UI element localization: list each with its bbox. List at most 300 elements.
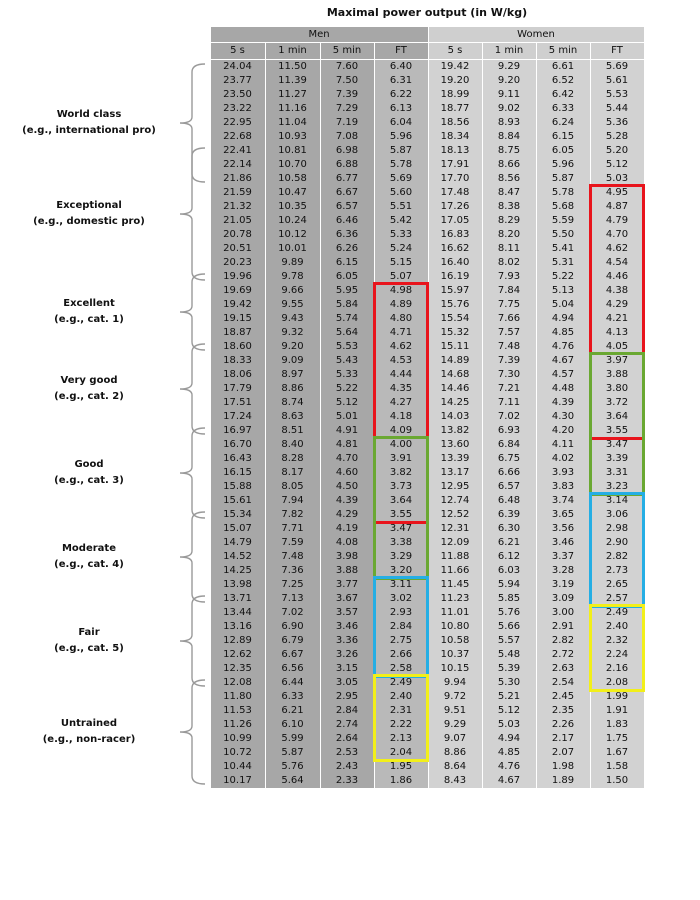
- table-cell: 18.87: [223, 327, 252, 338]
- table-cell: 17.70: [440, 173, 470, 184]
- table-cell: 11.04: [278, 117, 307, 128]
- table-cell: 4.76: [497, 761, 521, 772]
- table-cell: 22.41: [223, 145, 252, 156]
- table-cell: 10.72: [223, 747, 252, 758]
- table-cell: 7.29: [335, 103, 359, 114]
- table-cell: 6.21: [281, 705, 304, 716]
- table-cell: 5.87: [551, 173, 575, 184]
- table-cell: 2.26: [551, 719, 575, 730]
- table-cell: 6.33: [551, 103, 575, 114]
- header-bottom-divider: [210, 59, 644, 60]
- table-cell: 6.84: [497, 439, 521, 450]
- table-cell: 9.07: [443, 733, 467, 744]
- table-cell: 5.53: [605, 89, 629, 100]
- table-cell: 9.94: [443, 677, 467, 688]
- table-cell: 6.57: [497, 481, 521, 492]
- table-cell: 13.16: [223, 621, 252, 632]
- table-cell: 7.60: [335, 61, 359, 72]
- table-cell: 8.51: [281, 425, 304, 436]
- table-cell: 9.89: [281, 257, 304, 268]
- table-cell: 7.59: [281, 537, 304, 548]
- table-cell: 8.74: [281, 397, 304, 408]
- table-cell: 4.62: [605, 243, 629, 254]
- col-header-men-1min: 1 min: [265, 43, 320, 59]
- table-cell: 17.24: [223, 411, 252, 422]
- table-cell: 14.79: [223, 537, 252, 548]
- table-cell: 4.60: [335, 467, 359, 478]
- table-cell: 17.26: [440, 201, 470, 212]
- table-cell: 14.25: [440, 397, 470, 408]
- table-cell: 4.94: [497, 733, 521, 744]
- table-cell: 4.18: [389, 411, 413, 422]
- table-cell: 13.98: [223, 579, 252, 590]
- table-cell: 2.54: [551, 677, 575, 688]
- category-label-good: Good (e.g., cat. 3): [54, 459, 124, 486]
- table-cell: 5.24: [389, 243, 413, 254]
- table-cell: 3.36: [335, 635, 359, 646]
- table-cell: 2.33: [335, 775, 359, 786]
- table-cell: 8.97: [281, 369, 304, 380]
- table-cell: 6.15: [551, 131, 575, 142]
- table-cell: 2.22: [389, 719, 413, 730]
- category-brace: [180, 148, 205, 280]
- table-cell: 2.17: [551, 733, 575, 744]
- table-cell: 5.42: [389, 215, 413, 226]
- table-cell: 8.17: [281, 467, 304, 478]
- table-cell: 3.97: [605, 355, 629, 366]
- women-group-header: Women: [428, 27, 644, 43]
- table-cell: 12.08: [223, 677, 252, 688]
- col-header-men-5min: 5 min: [320, 43, 374, 59]
- table-cell: 13.71: [223, 593, 252, 604]
- table-cell: 3.93: [551, 467, 575, 478]
- table-cell: 17.91: [440, 159, 470, 170]
- table-cell: 15.54: [440, 313, 470, 324]
- table-cell: 3.06: [605, 509, 629, 520]
- table-cell: 6.40: [389, 61, 413, 72]
- table-cell: 6.13: [389, 103, 413, 114]
- table-cell: 7.66: [497, 313, 521, 324]
- table-cell: 5.31: [551, 257, 575, 268]
- table-cell: 7.93: [497, 271, 521, 282]
- col-header-men-ft: FT: [374, 43, 428, 59]
- table-cell: 19.20: [440, 75, 470, 86]
- table-cell: 17.48: [440, 187, 470, 198]
- table-cell: 6.22: [389, 89, 413, 100]
- table-cell: 2.16: [605, 663, 629, 674]
- table-cell: 1.75: [605, 733, 629, 744]
- table-cell: 2.93: [389, 607, 413, 618]
- table-cell: 2.63: [551, 663, 575, 674]
- table-cell: 7.48: [281, 551, 304, 562]
- table-cell: 4.27: [389, 397, 413, 408]
- table-cell: 6.30: [497, 523, 521, 534]
- table-cell: 5.87: [281, 747, 304, 758]
- table-cell: 12.74: [440, 495, 470, 506]
- table-cell: 4.20: [551, 425, 575, 436]
- table-cell: 5.28: [605, 131, 629, 142]
- table-cell: 3.88: [335, 565, 359, 576]
- table-cell: 22.68: [223, 131, 252, 142]
- table-cell: 13.44: [223, 607, 252, 618]
- table-cell: 2.57: [605, 593, 629, 604]
- table-cell: 1.91: [605, 705, 629, 716]
- table-cell: 4.80: [389, 313, 413, 324]
- table-cell: 5.99: [281, 733, 304, 744]
- table-cell: 5.96: [551, 159, 575, 170]
- table-cell: 6.05: [335, 271, 359, 282]
- table-cell: 7.19: [335, 117, 359, 128]
- table-cell: 4.09: [389, 425, 413, 436]
- col-header-women-ft: FT: [590, 43, 644, 59]
- table-cell: 18.34: [440, 131, 470, 142]
- table-cell: 3.73: [389, 481, 413, 492]
- table-cell: 5.69: [605, 61, 629, 72]
- table-cell: 16.19: [440, 271, 470, 282]
- table-cell: 5.15: [389, 257, 413, 268]
- table-cell: 5.33: [389, 229, 413, 240]
- category-label-moderate: Moderate (e.g., cat. 4): [54, 543, 124, 570]
- table-cell: 11.16: [278, 103, 307, 114]
- table-cell: 4.70: [335, 453, 359, 464]
- table-cell: 3.19: [551, 579, 575, 590]
- table-cell: 3.31: [605, 467, 629, 478]
- table-cell: 6.67: [335, 187, 359, 198]
- table-cell: 9.20: [497, 75, 521, 86]
- table-cell: 6.03: [497, 565, 521, 576]
- table-cell: 12.09: [440, 537, 470, 548]
- table-cell: 2.74: [335, 719, 359, 730]
- table-cell: 4.67: [497, 775, 521, 786]
- table-cell: 23.22: [223, 103, 252, 114]
- table-cell: 4.05: [605, 341, 629, 352]
- women-ft-blue-highlight: [589, 492, 645, 608]
- table-cell: 11.27: [278, 89, 307, 100]
- table-cell: 2.75: [389, 635, 413, 646]
- column-divider: [536, 43, 537, 788]
- table-cell: 3.15: [335, 663, 359, 674]
- table-cell: 11.50: [278, 61, 307, 72]
- table-cell: 24.04: [223, 61, 252, 72]
- col-header-women-1min: 1 min: [482, 43, 536, 59]
- table-cell: 3.23: [605, 481, 629, 492]
- men-ft-blue-highlight: [373, 576, 429, 678]
- table-cell: 4.29: [335, 509, 359, 520]
- table-cell: 4.62: [389, 341, 413, 352]
- table-cell: 6.56: [281, 663, 304, 674]
- table-cell: 2.82: [605, 551, 629, 562]
- table-cell: 20.51: [223, 243, 252, 254]
- table-cell: 3.11: [389, 579, 413, 590]
- col-header-men-5s: 5 s: [210, 43, 265, 59]
- table-cell: 5.64: [335, 327, 359, 338]
- table-cell: 5.84: [335, 299, 359, 310]
- table-cell: 8.38: [497, 201, 521, 212]
- table-cell: 8.02: [497, 257, 521, 268]
- table-cell: 5.87: [389, 145, 413, 156]
- table-cell: 7.25: [281, 579, 304, 590]
- col-header-women-5min: 5 min: [536, 43, 590, 59]
- table-cell: 19.42: [223, 299, 252, 310]
- table-title: Maximal power output (in W/kg): [326, 6, 528, 19]
- table-cell: 5.22: [335, 383, 359, 394]
- table-cell: 5.22: [551, 271, 575, 282]
- table-cell: 6.42: [551, 89, 575, 100]
- table-cell: 6.33: [281, 691, 304, 702]
- table-cell: 6.46: [335, 215, 359, 226]
- table-cell: 4.94: [551, 313, 575, 324]
- table-cell: 4.81: [335, 439, 359, 450]
- table-cell: 3.55: [605, 425, 629, 436]
- table-cell: 7.82: [281, 509, 304, 520]
- table-cell: 6.15: [335, 257, 359, 268]
- table-cell: 3.88: [605, 369, 629, 380]
- table-cell: 16.15: [223, 467, 252, 478]
- table-cell: 3.64: [605, 411, 629, 422]
- table-cell: 5.61: [605, 75, 629, 86]
- table-cell: 3.77: [335, 579, 359, 590]
- table-cell: 6.57: [335, 201, 359, 212]
- table-cell: 18.99: [440, 89, 470, 100]
- table-cell: 7.36: [281, 565, 304, 576]
- table-cell: 14.52: [223, 551, 252, 562]
- category-brace: [180, 680, 205, 784]
- table-cell: 8.86: [443, 747, 467, 758]
- table-cell: 8.47: [497, 187, 521, 198]
- table-cell: 8.63: [281, 411, 304, 422]
- table-cell: 4.95: [605, 187, 629, 198]
- table-cell: 4.02: [551, 453, 575, 464]
- table-cell: 8.56: [497, 173, 521, 184]
- table-cell: 2.64: [335, 733, 359, 744]
- table-cell: 5.12: [605, 159, 629, 170]
- table-cell: 4.85: [497, 747, 521, 758]
- table-cell: 9.72: [443, 691, 467, 702]
- table-cell: 5.69: [389, 173, 413, 184]
- table-cell: 19.96: [223, 271, 252, 282]
- table-cell: 3.67: [335, 593, 359, 604]
- table-cell: 2.90: [605, 537, 629, 548]
- table-cell: 9.02: [497, 103, 521, 114]
- table-cell: 2.49: [605, 607, 629, 618]
- table-cell: 3.72: [605, 397, 629, 408]
- table-cell: 21.32: [223, 201, 252, 212]
- men-ft-yellow-highlight: [373, 674, 429, 762]
- table-cell: 2.66: [389, 649, 413, 660]
- table-cell: 6.26: [335, 243, 359, 254]
- table-cell: 17.05: [440, 215, 470, 226]
- table-cell: 7.50: [335, 75, 359, 86]
- table-cell: 21.05: [223, 215, 252, 226]
- table-cell: 2.43: [335, 761, 359, 772]
- table-cell: 3.82: [389, 467, 413, 478]
- table-cell: 3.05: [335, 677, 359, 688]
- table-cell: 4.91: [335, 425, 359, 436]
- category-brace: [180, 596, 205, 686]
- table-cell: 12.52: [440, 509, 470, 520]
- table-cell: 12.62: [223, 649, 252, 660]
- table-cell: 6.90: [281, 621, 304, 632]
- table-cell: 5.59: [551, 215, 575, 226]
- table-cell: 4.57: [551, 369, 575, 380]
- category-brace: [180, 428, 205, 518]
- table-cell: 4.38: [605, 285, 629, 296]
- table-cell: 10.35: [278, 201, 307, 212]
- table-cell: 3.91: [389, 453, 413, 464]
- men-group-header: Men: [210, 27, 428, 43]
- table-cell: 4.35: [389, 383, 413, 394]
- table-cell: 6.10: [281, 719, 304, 730]
- table-cell: 18.60: [223, 341, 252, 352]
- table-cell: 7.48: [497, 341, 521, 352]
- men-ft-green-highlight: [373, 436, 429, 580]
- table-cell: 5.66: [497, 621, 521, 632]
- table-cell: 1.67: [605, 747, 629, 758]
- table-cell: 9.29: [443, 719, 467, 730]
- table-cell: 2.49: [389, 677, 413, 688]
- category-label-untrained: Untrained (e.g., non-racer): [42, 718, 136, 745]
- table-cell: 4.39: [551, 397, 575, 408]
- table-cell: 5.33: [335, 369, 359, 380]
- table-cell: 4.46: [605, 271, 629, 282]
- table-cell: 7.21: [497, 383, 521, 394]
- table-cell: 5.12: [335, 397, 359, 408]
- table-cell: 5.44: [605, 103, 629, 114]
- table-cell: 11.01: [440, 607, 470, 618]
- table-cell: 22.95: [223, 117, 252, 128]
- table-cell: 1.89: [551, 775, 575, 786]
- table-cell: 10.01: [278, 243, 307, 254]
- header-divider: [210, 42, 644, 43]
- table-cell: 8.29: [497, 215, 521, 226]
- table-cell: 13.39: [440, 453, 470, 464]
- table-cell: 3.46: [551, 537, 575, 548]
- table-cell: 7.75: [497, 299, 521, 310]
- table-cell: 1.99: [605, 691, 629, 702]
- table-cell: 13.82: [440, 425, 470, 436]
- table-cell: 2.58: [389, 663, 413, 674]
- table-cell: 7.57: [497, 327, 521, 338]
- table-cell: 5.51: [389, 201, 413, 212]
- table-cell: 6.31: [389, 75, 413, 86]
- table-cell: 15.11: [440, 341, 470, 352]
- table-cell: 6.48: [497, 495, 521, 506]
- table-cell: 4.08: [335, 537, 359, 548]
- table-cell: 15.34: [223, 509, 252, 520]
- table-cell: 7.02: [281, 607, 304, 618]
- table-cell: 2.84: [389, 621, 413, 632]
- table-cell: 4.54: [605, 257, 629, 268]
- table-cell: 6.77: [335, 173, 359, 184]
- table-cell: 7.84: [497, 285, 521, 296]
- table-cell: 9.11: [497, 89, 521, 100]
- table-cell: 16.62: [440, 243, 470, 254]
- table-cell: 5.21: [497, 691, 521, 702]
- table-cell: 2.08: [605, 677, 629, 688]
- table-cell: 6.44: [281, 677, 304, 688]
- table-cell: 4.19: [335, 523, 359, 534]
- table-cell: 4.70: [605, 229, 629, 240]
- column-divider: [320, 43, 321, 788]
- women-ft-green-highlight: [589, 352, 645, 496]
- table-cell: 3.80: [605, 383, 629, 394]
- table-cell: 3.57: [335, 607, 359, 618]
- table-cell: 3.65: [551, 509, 575, 520]
- table-cell: 4.11: [551, 439, 575, 450]
- table-cell: 17.79: [223, 383, 252, 394]
- table-cell: 10.44: [223, 761, 252, 772]
- table-cell: 9.51: [443, 705, 467, 716]
- table-cell: 6.67: [281, 649, 304, 660]
- table-cell: 16.43: [223, 453, 252, 464]
- table-cell: 18.77: [440, 103, 470, 114]
- table-cell: 5.36: [605, 117, 629, 128]
- table-cell: 7.02: [497, 411, 521, 422]
- table-cell: 2.07: [551, 747, 575, 758]
- table-cell: 3.29: [389, 551, 413, 562]
- table-cell: 8.93: [497, 117, 521, 128]
- table-cell: 2.35: [551, 705, 575, 716]
- table-cell: 2.53: [335, 747, 359, 758]
- table-cell: 5.50: [551, 229, 575, 240]
- category-label-very-good: Very good (e.g., cat. 2): [54, 375, 124, 402]
- table-cell: 3.28: [551, 565, 575, 576]
- table-cell: 5.04: [551, 299, 575, 310]
- table-cell: 6.12: [497, 551, 521, 562]
- table-cell: 11.39: [278, 75, 307, 86]
- table-cell: 10.24: [278, 215, 307, 226]
- table-cell: 23.77: [223, 75, 252, 86]
- table-cell: 4.85: [551, 327, 575, 338]
- col-header-women-5s: 5 s: [428, 43, 482, 59]
- table-cell: 2.04: [389, 747, 413, 758]
- table-cell: 5.03: [605, 173, 629, 184]
- table-cell: 8.75: [497, 145, 521, 156]
- table-cell: 3.02: [389, 593, 413, 604]
- table-cell: 15.61: [223, 495, 252, 506]
- table-cell: 2.40: [605, 621, 629, 632]
- table-cell: 6.36: [335, 229, 359, 240]
- table-cell: 8.66: [497, 159, 521, 170]
- table-cell: 7.39: [497, 355, 521, 366]
- table-cell: 5.03: [497, 719, 521, 730]
- table-cell: 14.25: [223, 565, 252, 576]
- table-cell: 15.88: [223, 481, 252, 492]
- table-cell: 10.58: [440, 635, 470, 646]
- table-cell: 18.56: [440, 117, 470, 128]
- table-cell: 5.13: [551, 285, 575, 296]
- table-cell: 5.07: [389, 271, 413, 282]
- table-cell: 1.58: [605, 761, 629, 772]
- table-left-edge: [210, 27, 211, 788]
- table-cell: 6.21: [497, 537, 521, 548]
- table-cell: 3.55: [389, 509, 413, 520]
- table-cell: 5.30: [497, 677, 521, 688]
- table-cell: 6.66: [497, 467, 521, 478]
- table-cell: 5.85: [497, 593, 521, 604]
- table-cell: 11.66: [440, 565, 470, 576]
- table-cell: 3.83: [551, 481, 575, 492]
- table-cell: 3.47: [389, 523, 413, 534]
- table-cell: 10.37: [440, 649, 470, 660]
- table-cell: 7.94: [281, 495, 304, 506]
- table-cell: 13.17: [440, 467, 470, 478]
- table-cell: 1.95: [389, 761, 413, 772]
- table-cell: 4.87: [605, 201, 629, 212]
- table-cell: 5.78: [389, 159, 413, 170]
- table-cell: 8.40: [281, 439, 304, 450]
- category-label-exceptional: Exceptional (e.g., domestic pro): [33, 200, 145, 227]
